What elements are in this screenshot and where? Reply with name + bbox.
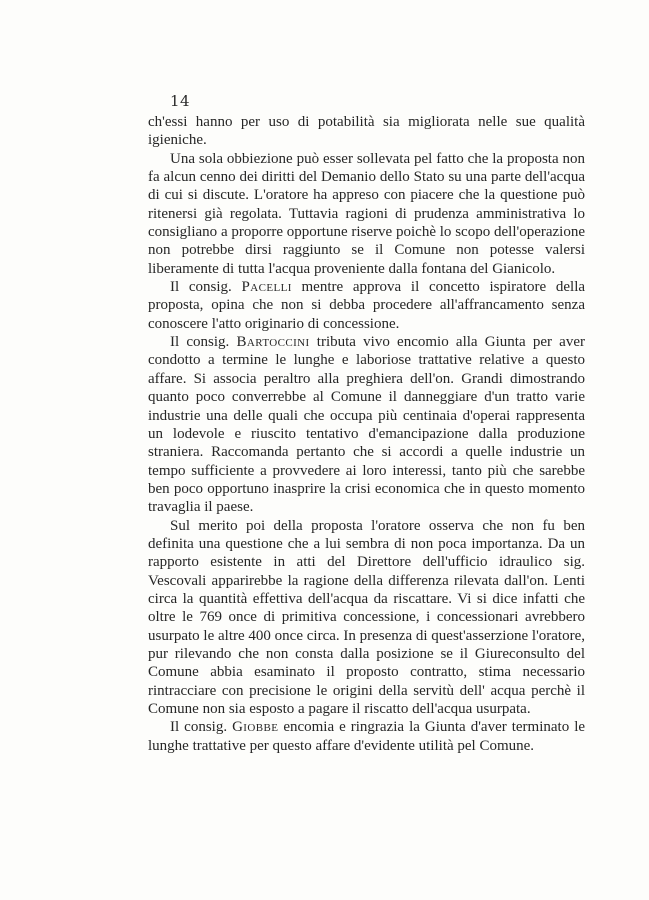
page-number: 14 (170, 92, 191, 110)
paragraph-text: encomia e ringrazia la Giunta d'aver terminato le lunghe trattative per questo affare d'evidente utilità pel Comune. (148, 719, 586, 754)
body-text (148, 113, 585, 755)
speaker-name: Giobbe (232, 719, 279, 736)
speaker-name: Bartoccini (236, 334, 310, 351)
speaker-prefix: Il consig. (170, 334, 230, 351)
paragraph-text: tributa vivo encomio alla Giunta per aver condotto a termine le lunghe e laboriose trattative relative a questo affare. Si associa peraltro alla preghiera dell'on. Grandi dimostrando quanto poco converrebbe al Comune il danneggiare d'un tratto varie industrie una delle quali che occupa più centinaia d'operai rappresenta un lodevole e riuscito tentativo d'emancipazione dalla produzione straniera. Raccomanda pertanto che si accordi a quelle industrie un tempo sufficiente a provvedere ai loro interessi, tanto più che sarebbe ben poco opportuno inasprire la crisi economica che in questo momento travaglia il paese. (148, 334, 585, 516)
paragraph: ch'essi hanno per uso di potabilità sia migliorata nelle sue qualità igieniche. (148, 114, 585, 149)
speaker-prefix: Il consig. (170, 279, 232, 296)
paragraph-text: mentre approva il concetto ispiratore della proposta, opina che non si debba procedere all'affrancamento senza conoscere l'atto originario di concessione. (148, 279, 586, 332)
paragraph (148, 718, 585, 755)
paragraph: Una sola obbiezione può esser sollevata pel fatto che la proposta non fa alcun cenno dei diritti del Demanio dello Stato su una parte dell'acqua di cui si discute. L'oratore ha appreso con piacere che la questione può ritenersi già regolata. Tuttavia ragioni di prudenza amministrativa lo consigliano a proporre opportune riserve poichè lo scopo dell'operazione non potrebbe dirsi raggiunto se il Comune non potesse valersi liberamente di tutta l'acqua proveniente dalla fontana del Gianicolo. (148, 150, 585, 277)
paragraph (148, 333, 585, 516)
paragraph (148, 278, 585, 333)
paragraph: Sul merito poi della proposta l'oratore osserva che non fu ben definita una questione che a lui sembra di non poca importanza. Da un rapporto esistente in atti del Direttore dell'ufficio idraulico sig. Vescovali apparirebbe la ragione della differenza rilevata dall'on. Lenti circa la quantità effettiva dell'acqua da riscattare. Vi si dice infatti che oltre le 769 once di primitiva concessione, i concessionari avrebbero usurpato le altre 400 once circa. In presenza di quest'asserzione l'oratore, pur rilevando che non consta dalla posizione se il Giureconsulto del Comune abbia esaminato il proposto contratto, stima necessario rintracciare con precisione le origini della servitù dell' acqua perchè il Comune non sia esposto a pagare il riscatto dell'acqua usurpata. (148, 517, 585, 717)
speaker-prefix: Il consig. (170, 719, 228, 736)
speaker-name: Pacelli (241, 279, 292, 296)
